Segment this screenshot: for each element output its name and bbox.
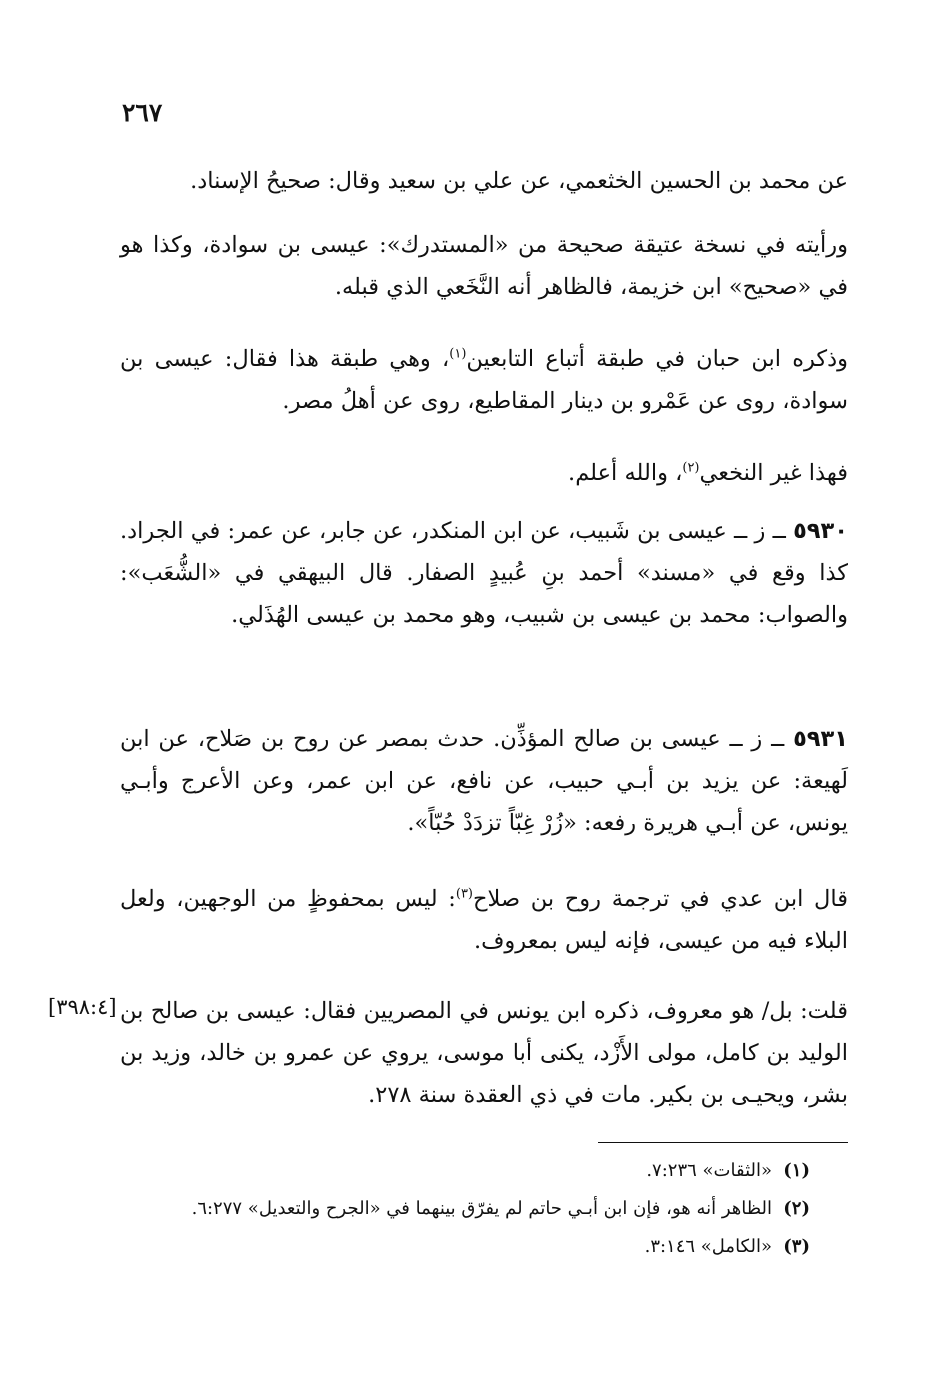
paragraph-3 (120, 338, 848, 422)
paragraph-1 (120, 160, 848, 202)
paragraph-4 (120, 452, 848, 494)
paragraph-text-part: ، وهي طبقة هذا فقال: عيسى بن سوادة، روى عن عَمْرو بن دينار المقاطيع، روى عن أهلُ مصر. (120, 346, 848, 414)
footnote-1 (120, 1158, 810, 1184)
paragraph-text: عن محمد بن الحسين الخثعمي، عن علي بن سعيد وقال: صحيحُ الإسناد. (190, 168, 848, 194)
paragraph-2 (120, 224, 848, 308)
page-number: ٢٦٧ (122, 98, 163, 127)
footnote-label: (٣) (783, 1236, 810, 1257)
paragraph-text (120, 878, 848, 962)
footnote-label: (١) (783, 1160, 810, 1181)
paragraph-text: قلت: بل/ هو معروف، ذكره ابن يونس في المصريين فقال: عيسى بن صالح بن الوليد بن كامل، مولى الأَزْد، يكنى أبا موسى، يروي عن عمرو بن خالد، وزيد بن بشر، ويحيـى بن بكير. مات في ذي العقدة سنة ٢٧٨. (120, 998, 848, 1108)
footnote-text: «الكامل» ٣:١٤٦. (644, 1236, 772, 1257)
entry-5930 (120, 510, 848, 636)
paragraph-ibn-adi (120, 878, 848, 962)
footnote-2 (120, 1196, 810, 1222)
entry-text (120, 718, 848, 844)
marginal-volume-reference: [٣٩٨:٤] (48, 995, 117, 1019)
entry-number: ٥٩٣٠ (793, 518, 848, 544)
paragraph-text-part: قال ابن عدي في ترجمة روح بن صلاح (473, 886, 848, 912)
entry-5931 (120, 718, 848, 844)
footnote-ref-3[interactable]: (٣) (455, 886, 473, 902)
footnote-ref-1[interactable]: (١) (449, 346, 467, 362)
footnote-label: (٢) (783, 1198, 810, 1219)
paragraph-text-part: : ليس بمحفوظٍ من الوجهين، ولعل البلاء فيه من عيسى، فإنه ليس بمعروف. (120, 886, 848, 954)
entry-body: ــ ز ــ عيسى بن شَبيب، عن ابن المنكدر، عن جابر، عن عمر: في الجراد. كذا وقع في «مسند» أحمد بنِ عُبيدٍ الصفار. قال البيهقي في «الشُّعَب»: والصواب: محمد بن عيسى بن شبيب، وهو محمد بن عيسى الهُذَلي. (120, 518, 848, 628)
footnote-ref-2[interactable]: (٢) (682, 460, 700, 476)
paragraph-text-part: وذكره ابن حبان في طبقة أتباع التابعين (466, 346, 848, 372)
paragraph-qultu (120, 990, 848, 1116)
paragraph-text (120, 338, 848, 422)
entry-number: ٥٩٣١ (793, 726, 848, 752)
footnote-separator (598, 1142, 848, 1143)
paragraph-text: ورأيته في نسخة عتيقة صحيحة من «المستدرك»: عيسى بن سوادة، وكذا هو في «صحيح» ابن خزيمة، فالظاهر أنه النَّخَعي الذي قبله. (120, 232, 848, 300)
paragraph-text (120, 452, 848, 494)
paragraph-text-part: فهذا غير النخعي (699, 460, 848, 486)
entry-text (120, 510, 848, 636)
footnote-text: «الثقات» ٧:٢٣٦. (646, 1160, 772, 1181)
paragraph-text-part: ، والله أعلم. (568, 460, 683, 486)
footnote-3 (120, 1234, 810, 1260)
footnote-text: الظاهر أنه هو، فإن ابن أبـي حاتم لم يفرّق بينهما في «الجرح والتعديل» ٦:٢٧٧. (191, 1198, 772, 1219)
entry-body: ــ ز ــ عيسى بن صالح المؤذِّن. حدث بمصر عن روح بن صَلاح، عن ابن لَهيعة: عن يزيد بن أبـي حبيب، عن نافع، عن ابن عمر، وعن الأعرج وأبـي يونس، عن أبـي هريرة رفعه: «زُرْ غِبّاً تزدَدْ حُبّاً». (120, 726, 848, 836)
